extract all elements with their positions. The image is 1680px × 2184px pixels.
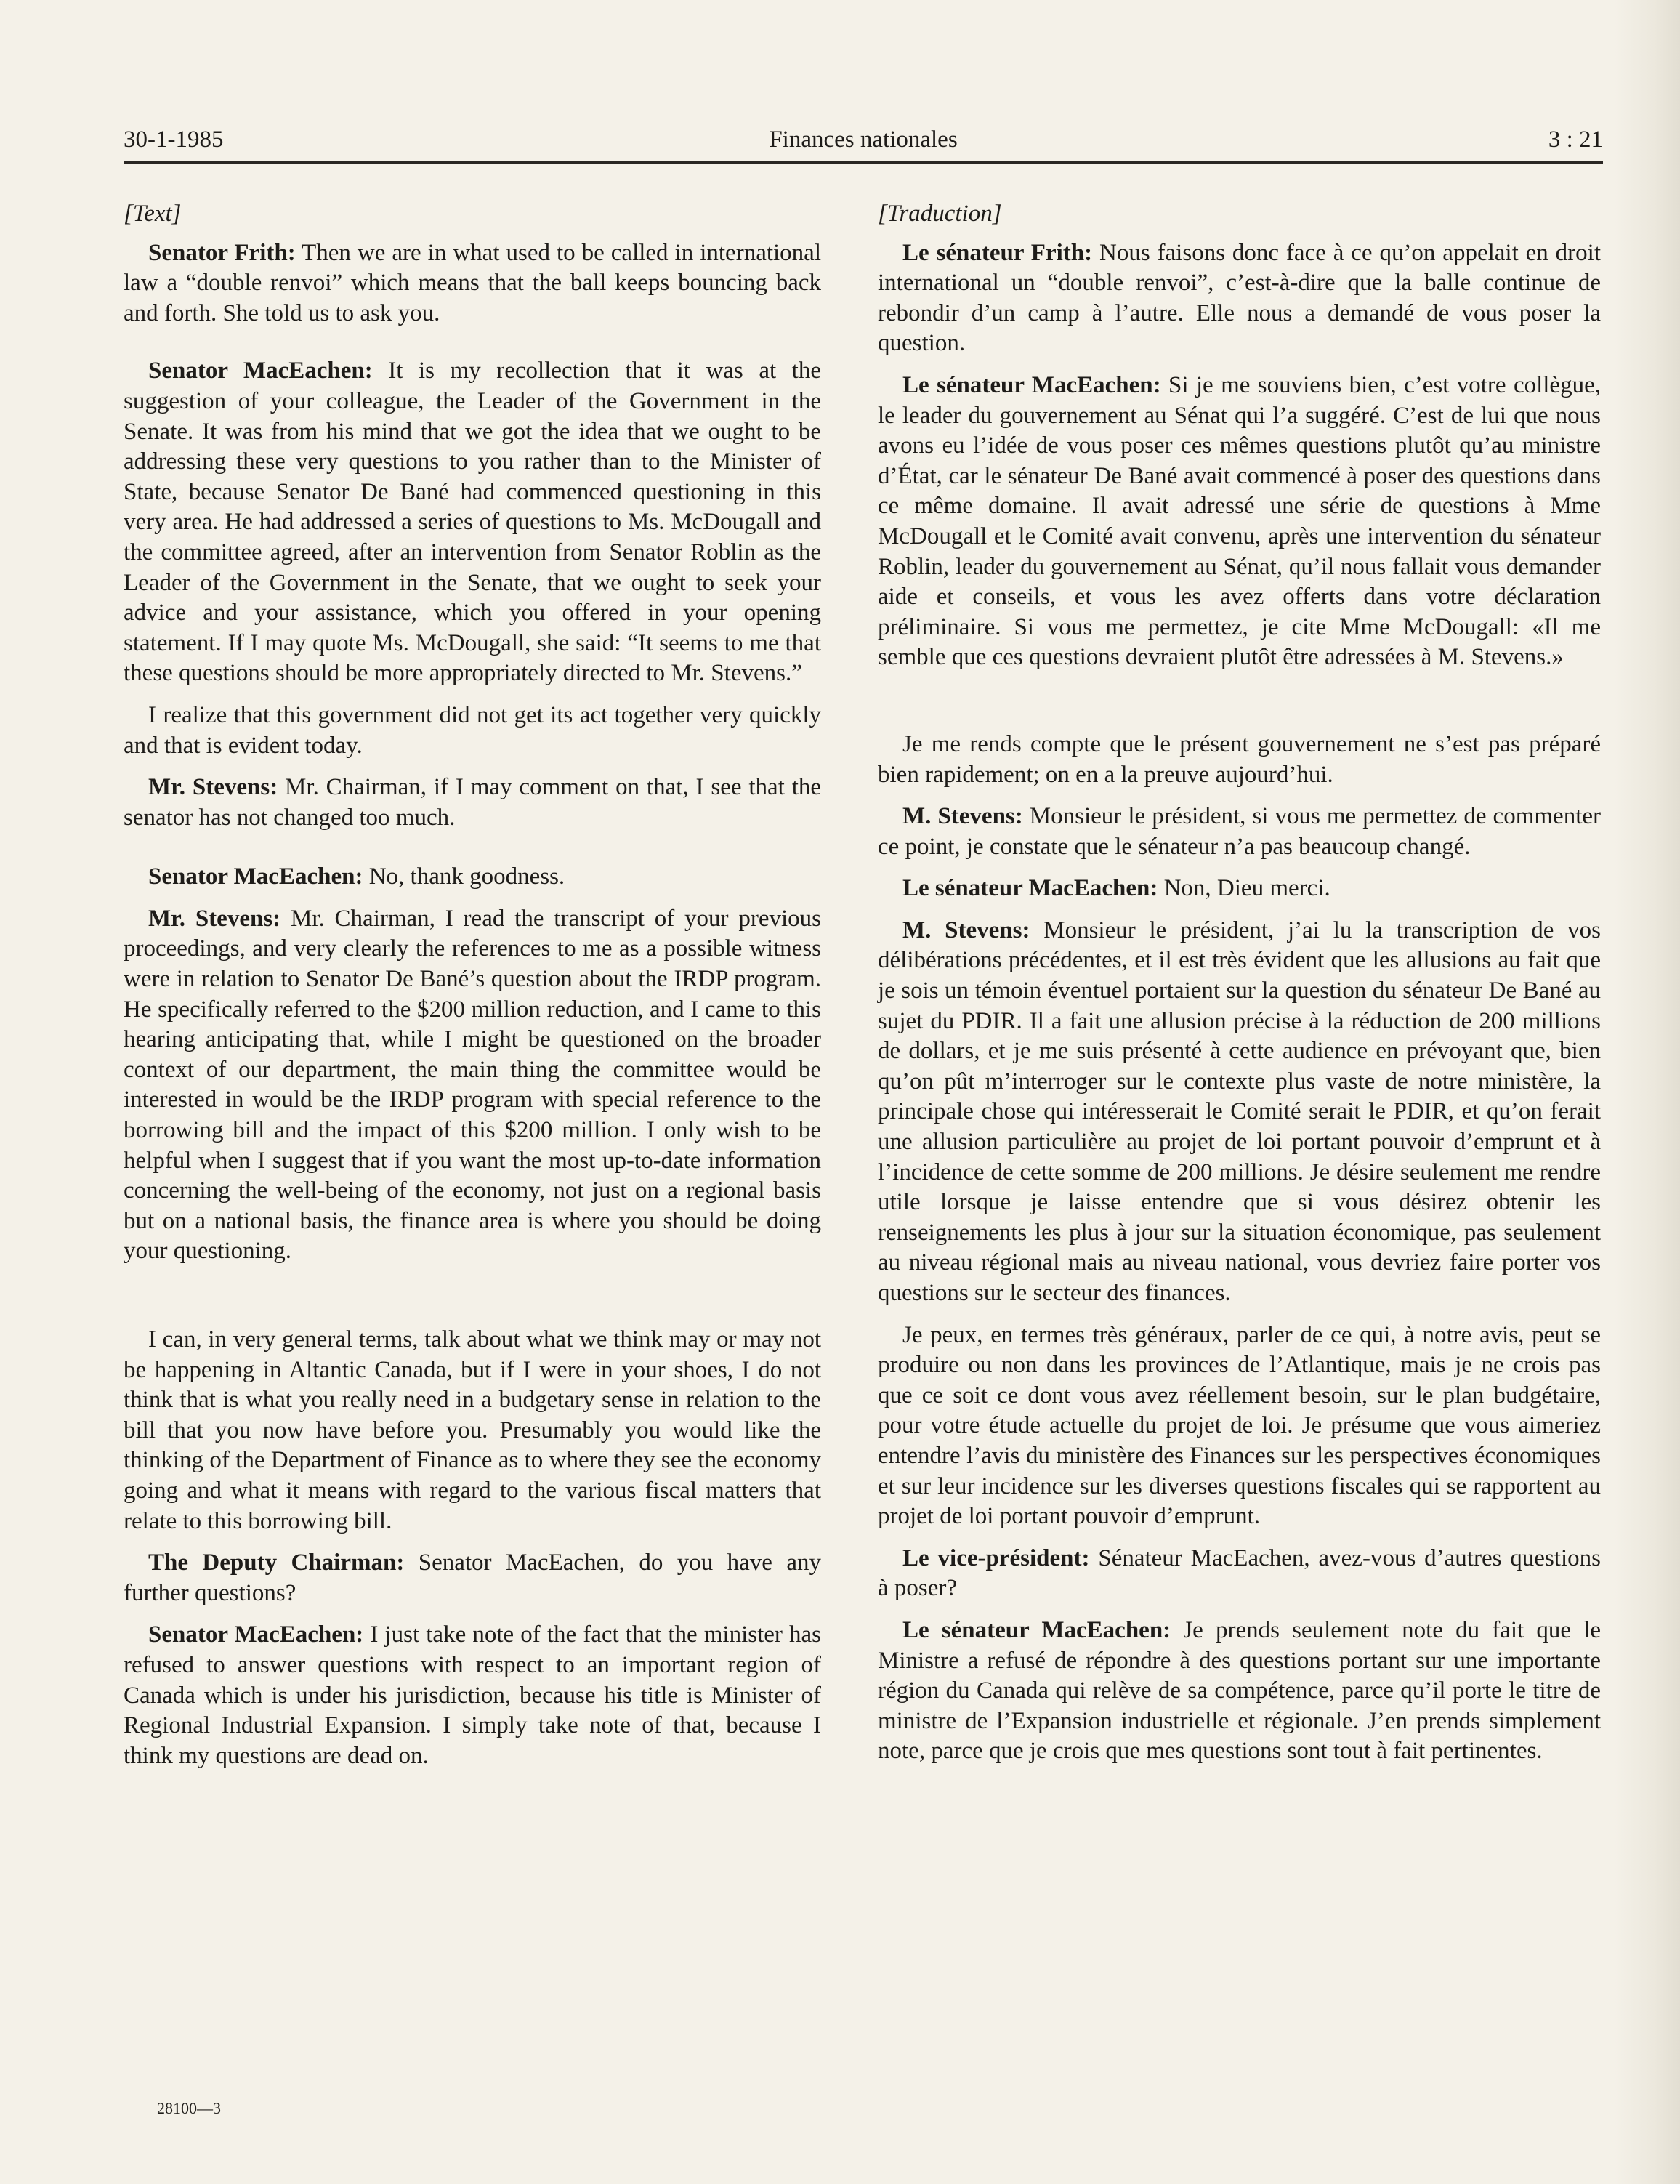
speaker-name: Le sénateur MacEachen: [902, 875, 1158, 902]
speech-text: No, thank goodness. [363, 863, 565, 890]
speech-text: It is my recollection that it was at the suggestion of your colleague, the Leader of the Government in the Senate. It was from his mind that we got the idea that we ought to be addressing these very questions to you rather than to the Minister of State, because Senator De Bané had commenced questioning in this very area. He had addressed a series of questions to Ms. McDougall and the committee agreed, after an intervention from Senator Roblin as the Leader of the Government in the Senate, that we ought to seek your advice and your assistance, which you offered in your opening statement. If I may quote Ms. McDougall, she said: “It seems to me that these questions should be more appropriately directed to Mr. Stevens.” [124, 358, 821, 687]
speaker-name: Le sénateur Frith: [902, 239, 1093, 266]
speech-text: Mr. Chairman, if I may comment on that, I see that the senator has not changed too much. [124, 774, 822, 831]
speaker-name: M. Stevens: [902, 803, 1023, 830]
speech-text: Then we are in what used to be called in international law a “double renvoi” which means that the ball keeps bouncing back and forth. She told us to ask you. [124, 239, 821, 326]
speaker-name: The Deputy Chairman: [148, 1550, 405, 1576]
speaker-name: Le sénateur MacEachen: [902, 371, 1161, 398]
speech-text: I can, in very general terms, talk about what we think may or may not be happening in Altantic Canada, but if I were in your shoes, I do not think that is what you really need in a budgetary sense in relation to the bill that you now have before you. Presumably you would like the thinking of the Department of Finance as to where they see the economy going and what it means with regard to the various fiscal matters that relate to this borrowing bill. [124, 1326, 821, 1534]
footer-code: 28100—3 [157, 2099, 221, 2117]
transcript-paragraph [124, 701, 821, 761]
speech-text: Je me rends compte que le présent gouvernement ne s’est pas préparé bien rapidement; on en a la preuve aujourd’hui. [878, 730, 1601, 788]
transcript-paragraph [878, 1321, 1601, 1532]
speech-text: Sénateur MacEachen, avez-vous d’autres questions à poser? [878, 1544, 1601, 1602]
header-title: Finances nationales [769, 126, 958, 153]
speech-text: Nous faisons donc face à ce qu’on appelait en droit international un “double renvoi”, c’est-à-dire que la balle continue de rebondir d’un camp à l’autre. Elle nous a demandé de vous poser la question. [878, 239, 1601, 357]
speech-text: I realize that this government did not get its act together very quickly and that is evident today. [124, 701, 821, 759]
speech-text: Senator MacEachen, do you have any further questions? [124, 1550, 821, 1606]
transcript-paragraph [124, 862, 821, 892]
transcript-paragraph [878, 874, 1601, 904]
speech-text: Je peux, en termes très généraux, parler de ce qui, à notre avis, peut se produire ou non dans les provinces de l’Atlantique, mais je ne crois pas que ce soit ce dont vous avez réellement besoin, sur le plan budgétaire, pour votre étude actuelle du projet de loi. Je présume que vous aimeriez entendre l’avis du ministère des Finances sur les perspectives économiques et sur leur incidence sur les diverses questions fiscales qui se rapportent au projet de loi portant pouvoir d’emprunt. [878, 1321, 1601, 1530]
speech-text: Je prends seulement note du fait que le Ministre a refusé de répondre à des questions portant sur une importante région du Canada qui relève de sa compétence, parce qu’il porte le titre de ministre de l’Expansion industrielle et régionale. J’en prends simplement note, parce que je crois que mes questions sont tout à fait pertinentes. [878, 1616, 1601, 1765]
header-date: 30-1-1985 [124, 126, 224, 153]
section-tag: [Traduction] [878, 201, 1002, 227]
transcript-paragraph [878, 238, 1601, 359]
transcript-paragraph [878, 1616, 1601, 1767]
speech-text: Non, Dieu merci. [1158, 875, 1330, 902]
french-column [878, 199, 1601, 1767]
transcript-paragraph [124, 1620, 821, 1771]
speech-text: Monsieur le président, si vous me permettez de commenter ce point, je constate que le sénateur n’a pas beaucoup changé. [878, 803, 1601, 860]
transcript-paragraph [124, 238, 821, 329]
speaker-name: Le sénateur MacEachen: [902, 1616, 1171, 1643]
speaker-name: Senator Frith: [148, 239, 296, 266]
speaker-name: M. Stevens: [902, 916, 1030, 943]
speaker-name: Le vice-président: [902, 1544, 1090, 1571]
transcript-paragraph [124, 773, 821, 833]
page-header [124, 122, 1603, 163]
transcript-paragraph [124, 904, 821, 1267]
header-rule [124, 161, 1603, 164]
page-edge [1615, 0, 1680, 2184]
speech-text: Mr. Chairman, I read the transcript of your previous proceedings, and very clearly the references to me as a possible witness were in relation to Senator De Bané’s question about the IRDP program. He specifically referred to the $200 million reduction, and I came to this hearing anticipating that, while I might be questioned on the broader context of our department, the main thing the committee would be interested in would be the IRDP program with special reference to the borrowing bill and the impact of this $200 million. I only wish to be helpful when I suggest that if you want the most up-to-date information concerning the well-being of the economy, not just on a regional basis but on a national basis, the finance area is where you should be doing your questioning. [124, 905, 821, 1265]
speech-text: Si je me souviens bien, c’est votre collègue, le leader du gouvernement au Sénat qui l’a suggéré. C’est de lui que nous avons eu l’idée de vous poser ces mêmes questions plutôt qu’au ministre d’État, car le sénateur De Bané avait commencé à poser des questions dans ce même domaine. Il avait adressé une série de questions à Mme McDougall et le Comité avait convenu, après une intervention du sénateur Roblin, leader du gouvernement au Sénat, qu’il nous fallait vous demander aide et conseils, et vous les avez offerts dans votre déclaration préliminaire. Si vous me permettez, je cite Mme McDougall: «Il me semble que ces questions devraient plutôt être adressées à M. Stevens.» [878, 371, 1601, 671]
transcript-paragraph [878, 802, 1601, 862]
transcript-paragraph [124, 1548, 821, 1608]
speech-text: Monsieur le président, j’ai lu la transcription de vos délibérations précédentes, et il est très évident que les allusions au fait que je sois un témoin éventuel portaient sur la question du sénateur De Bané au sujet du PDIR. Il a fait une allusion précise à la réduction de 200 millions de dollars, et je me suis présenté à cette audience en prévoyant que, bien qu’on pût m’interroger sur le contexte plus vaste de notre ministère, la principale chose qui intéresserait le Comité serait le PDIR, et qu’on ferait une allusion particulière au projet de loi portant pouvoir d’emprunt et à l’incidence de cette somme de 200 millions. Je désire seulement me rendre utile lorsque je laisse entendre que si vous désirez obtenir les renseignements les plus à jour sur la situation économique, pas seulement au niveau régional mais au niveau national, vous devriez faire porter vos questions sur le secteur des finances. [878, 916, 1602, 1306]
header-page-number: 3 : 21 [1548, 126, 1603, 153]
speech-text: I just take note of the fact that the minister has refused to answer questions with respect to an important region of Canada which is under his jurisdiction, because his title is Minister of Regional Industrial Expansion. I simply take note of that, because I think my questions are dead on. [124, 1621, 822, 1769]
transcript-paragraph [878, 916, 1601, 1309]
section-tag: [Text] [124, 201, 182, 227]
speaker-name: Senator MacEachen: [148, 1621, 364, 1648]
transcript-paragraph [878, 371, 1601, 673]
speaker-name: Mr. Stevens: [148, 905, 281, 932]
speaker-name: Mr. Stevens: [148, 774, 278, 801]
speaker-name: Senator MacEachen: [148, 863, 363, 890]
transcript-paragraph [878, 1544, 1601, 1604]
transcript-paragraph [124, 356, 821, 689]
speaker-name: Senator MacEachen: [148, 358, 373, 384]
english-column [124, 199, 821, 1771]
transcript-paragraph [124, 1325, 821, 1536]
transcript-paragraph [878, 730, 1601, 790]
